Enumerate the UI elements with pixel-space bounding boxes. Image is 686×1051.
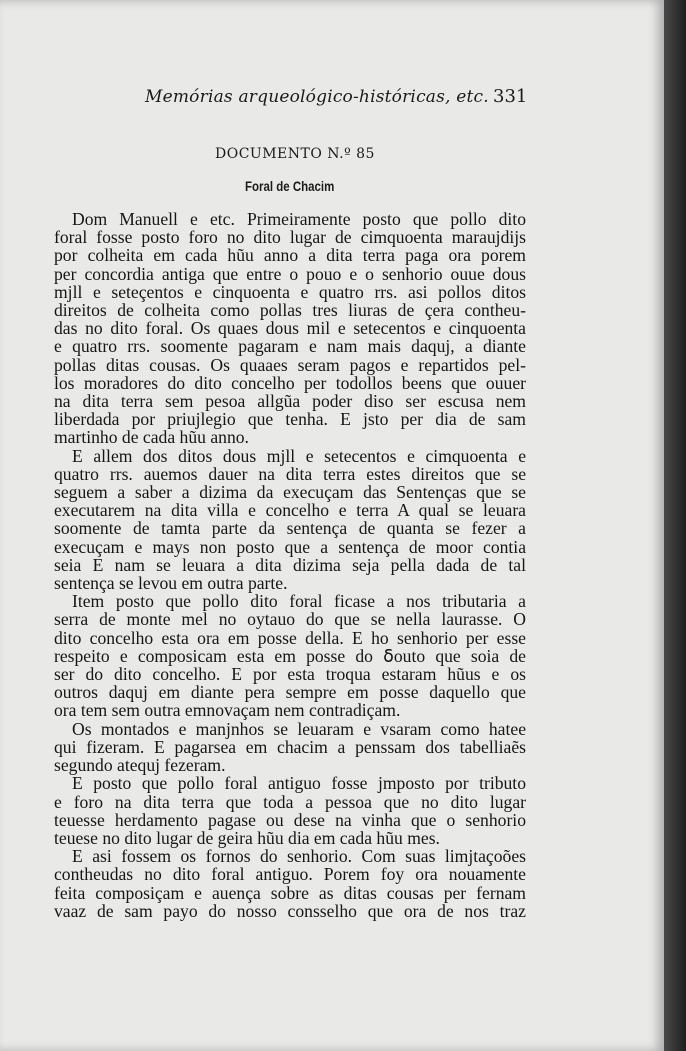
text-line: seguem a saber a dizima da execuçam das Sentenças que se: [54, 482, 526, 503]
text-line: na dita terra sem pesoa allgũa poder diso ser escusa nem: [54, 391, 526, 412]
text-line: Dom Manuell e etc. Primeiramente posto que pollo dito: [72, 209, 526, 229]
text-line: e quatro rrs. soomente pagaram e nam mais daquj, a diante: [54, 336, 526, 357]
text-line: ser do dito concelho. E por esta troqua estaram hũus e os: [54, 664, 526, 685]
text-line: E allem dos ditos dous mjll e setecentos e cimquoenta e: [72, 445, 526, 466]
text-line: mjll e seteçentos e cinquoenta e quatro rrs. asi pollos ditos: [54, 281, 526, 302]
text-line: teuese no dito lugar de geira hũu dia em cada hũu mes.: [54, 827, 440, 848]
document-subtitle: Foral de Chacim: [245, 178, 335, 194]
text-line: serra de monte mel no oytauo do que se nella laurasse. O: [54, 609, 526, 630]
text-line: vaaz de sam payo do nosso consselho que ora de nos traz: [54, 900, 526, 921]
document-body: [54, 210, 526, 920]
text-line: direitos de colheita como pollas tres liuras de çera contheu-: [54, 300, 526, 321]
text-line: Item posto que pollo dito foral ficase a nos tributaria a: [72, 591, 526, 612]
text-line: martinho de cada hũu anno.: [54, 427, 249, 448]
text-line: los moradores do dito concelho per todollos beens que ouuer: [54, 372, 526, 393]
text-line: qui fizeram. E pagarsea em chacim a penssam dos tabelliaẽs: [54, 736, 526, 757]
text-line: dito concelho esta ora em posse della. E ho senhorio per esse: [54, 627, 526, 648]
text-line: E asi fossem os fornos do senhorio. Com suas limjtaçoões: [72, 846, 526, 867]
text-line: per concordia antiga que entre o pouo e o senhorio ouue dous: [54, 263, 526, 284]
text-line: das no dito foral. Os quaes dous mil e setecentos e cinquoenta: [54, 318, 526, 339]
text-line: E posto que pollo foral antiguo fosse jmposto por tributo: [72, 773, 526, 794]
text-line: seia E nam se leuara a dita dizima seja pella dada de tal: [54, 554, 526, 575]
text-line: feita composiçam e auença sobre as ditas cousas per fernam: [54, 882, 526, 903]
text-line: Os montados e manjnhos se leuaram e vsaram como hatee: [72, 718, 526, 739]
text-line: quatro rrs. auemos dauer na dita terra estes direitos que se: [54, 463, 526, 484]
text-line: teuesse herdamento pagase ou dese na vinha que o senhorio: [54, 809, 526, 830]
text-line: liberdada por priujlegio que tenha. E jsto per dia de sam: [54, 409, 526, 430]
text-line: pollas ditas cousas. Os quaaes seram pagos e repartidos pel-: [54, 354, 526, 375]
running-title: Memórias arqueológico-históricas, etc.: [145, 87, 489, 107]
book-edge: [664, 0, 686, 1051]
text-line: respeito e composicam esta em posse do ẟouto que soia de: [54, 645, 526, 666]
text-line: por colheita em cada hũu anno a dita terra paga ora porem: [54, 245, 526, 266]
text-line: foral fosse posto foro no dito lugar de cimquoenta maraujdijs: [54, 227, 526, 248]
text-line: execuçam e mays non posto que a sentença de moor contia: [54, 536, 526, 557]
text-line: executarem na dita villa e concelho e terra A qual se leuara: [54, 500, 526, 521]
text-line: soomente de tamta parte da sentença de quanta se fezer a: [54, 518, 526, 539]
text-line: e foro na dita terra que toda a pessoa que no dito lugar: [54, 791, 526, 812]
text-line: sentença se levou em outra parte.: [54, 573, 288, 594]
text-line: ora tem sem outra emnovaçam nem contradiçam.: [54, 700, 401, 721]
text-line: outros daquj em diante pera sempre em posse daquello que: [54, 682, 526, 703]
page-number: 331: [493, 86, 528, 107]
document-heading: DOCUMENTO N.º 85: [215, 146, 375, 162]
text-line: contheudas no dito foral antiguo. Porem foy ora nouamente: [54, 864, 526, 885]
text-line: segundo atequj fezeram.: [54, 755, 226, 776]
